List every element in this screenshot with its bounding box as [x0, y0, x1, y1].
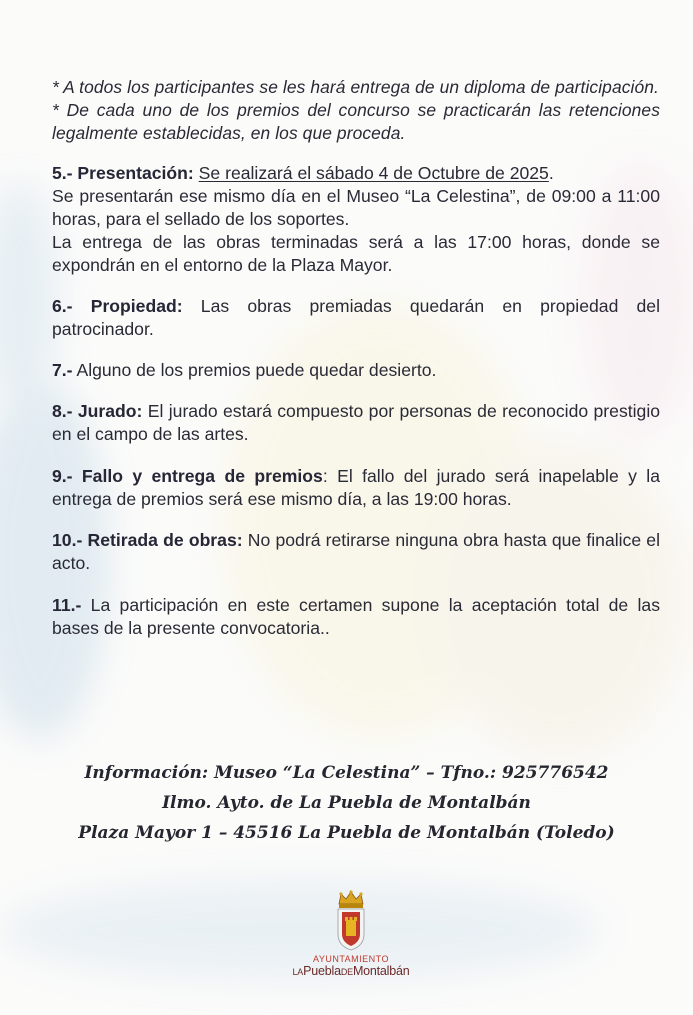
clause-text: No podrá retirarse ninguna obra hasta que finalice el acto. — [52, 530, 661, 573]
clause-text: El jurado estará compuesto por personas de reconocido prestigio en el campo de las artes. — [52, 401, 661, 444]
clause-text: . — [548, 163, 554, 183]
logo-name: LAPueblaDEMontalbán — [292, 964, 410, 978]
contact-line-address: Plaza Mayor 1 – 45516 La Puebla de Montalbán (Toledo) — [78, 823, 615, 843]
clause-heading: 7.- — [52, 360, 73, 380]
note-retenciones: * De cada uno de los premios del concurso se practicarán las retenciones legalmente establecidas, en los que proceda. — [52, 100, 660, 143]
clause-heading: 6.- Propiedad: — [52, 296, 183, 316]
clause-heading: 9.- Fallo y entrega de premios — [52, 466, 323, 486]
clause-propiedad — [52, 295, 660, 341]
clause-text: Se presentarán ese mismo día en el Museo “La Celestina”, de 09:00 a 11:00 horas, para el sellado de los soportes. — [52, 186, 660, 229]
contact-line-museo: Información: Museo “La Celestina” – Tfno.: 925776542 — [84, 763, 609, 783]
clause-text: Alguno de los premios puede quedar desierto. — [76, 360, 437, 380]
clause-heading: 8.- Jurado: — [52, 401, 143, 421]
clause-heading: 11.- — [52, 595, 82, 615]
clause-jurado — [52, 400, 660, 446]
clause-text: La entrega de las obras terminadas será a las 17:00 horas, donde se expondrán en el entorno de la Plaza Mayor. — [52, 232, 660, 275]
note-diploma: * A todos los participantes se les hará entrega de un diploma de participación. — [52, 77, 659, 97]
contact-line-ayto: Ilmo. Ayto. de La Puebla de Montalbán — [162, 793, 531, 813]
clause-retirada — [52, 529, 660, 575]
clause-aceptacion — [52, 594, 660, 640]
clause-text: : El fallo del jurado será inapelable y la entrega de premios será ese mismo día, a las 19:00 horas. — [52, 466, 660, 509]
presentation-date: Se realizará el sábado 4 de Octubre de 2025 — [198, 163, 549, 183]
clause-heading: 5.- Presentación: — [52, 163, 194, 183]
clause-text: La participación en este certamen supone la aceptación total de las bases de la presente convocatoria.. — [52, 595, 661, 638]
clause-fallo — [52, 465, 660, 511]
document-body — [52, 76, 660, 640]
coat-of-arms-icon — [334, 890, 368, 952]
notes — [52, 76, 660, 145]
clause-presentacion — [52, 162, 660, 277]
logo-top-text: AYUNTAMIENTO — [312, 954, 389, 964]
ayuntamiento-logo — [276, 890, 426, 978]
clause-desierto — [52, 359, 660, 382]
clause-heading: 10.- Retirada de obras: — [52, 530, 243, 550]
clause-text: Las obras premiadas quedarán en propiedad del patrocinador. — [52, 296, 661, 339]
contact-info — [0, 758, 693, 848]
